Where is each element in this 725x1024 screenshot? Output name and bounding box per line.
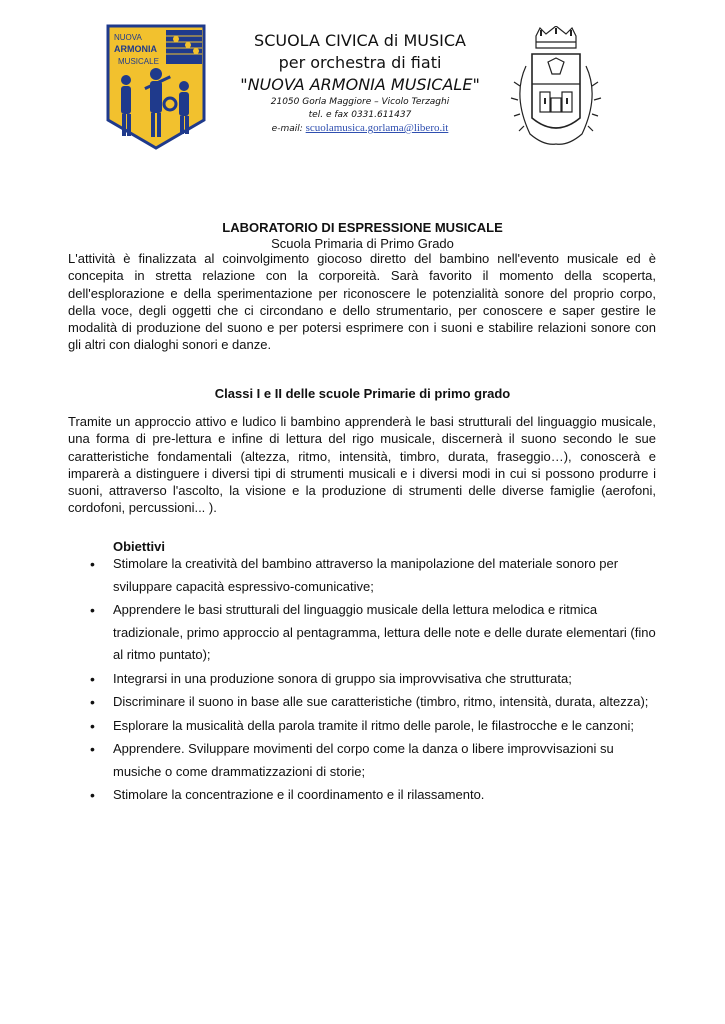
email-label: e-mail: xyxy=(271,124,303,134)
school-logo xyxy=(104,24,208,150)
letterhead xyxy=(205,30,515,136)
school-motto: "NUOVA ARMONIA MUSICALE" xyxy=(240,75,480,94)
main-heading: LABORATORIO DI ESPRESSIONE MUSICALE xyxy=(222,220,503,235)
list-item: • Apprendere le basi strutturali del linguaggio musicale della lettura melodica e ritmica tradizionale, primo approccio al pentagramma, lettura delle note e delle durate elementari (fino al ritmo puntato); xyxy=(90,599,660,667)
list-item: • Stimolare la concentrazione e il coordinamento e il rilassamento. xyxy=(90,784,660,807)
list-item: • Discriminare il suono in base alle sue caratteristiche (timbro, ritmo, intensità, durata, altezza); xyxy=(90,691,660,714)
objectives-list xyxy=(90,553,660,808)
list-item: • Stimolare la creatività del bambino attraverso la manipolazione del materiale sonoro per sviluppare capacità espressivo-comunicative; xyxy=(90,553,660,598)
document-title xyxy=(80,220,645,251)
sub-heading: Scuola Primaria di Primo Grado xyxy=(271,236,454,251)
objectives-heading: Obiettivi xyxy=(113,539,166,554)
school-subtitle: per orchestra di fiati xyxy=(278,53,442,72)
intro-paragraph: L'attività è finalizzata al coinvolgimento giocoso diretto del bambino nell'evento musicale ed è concepita in stretta relazione con la corporeità. Sarà favorito il momento della scoperta, dell'esplorazione e della sperimentazione per riconoscere le potenzialità sonore del proprio corpo, della voce, degli oggetti che ci circondano e dello strumentario, per conoscere e saper gestire le modalità di produzione del suono e per potersi esprimere con i suoni e stabilire relazioni sonore con gli altri con dialoghi sonori e danze. xyxy=(68,251,656,353)
svg-text:ARMONIA: ARMONIA xyxy=(114,44,157,54)
school-name: SCUOLA CIVICA di MUSICA xyxy=(254,31,466,50)
address: 21050 Gorla Maggiore – Vicolo Terzaghi xyxy=(270,97,450,107)
municipal-crest xyxy=(510,26,602,154)
email-line xyxy=(205,122,515,136)
list-item: • Integrarsi in una produzione sonora di gruppo sia improvvisativa che strutturata; xyxy=(90,668,660,691)
classes-paragraph: Tramite un approccio attivo e ludico li bambino apprenderà le basi strutturali del linguaggio musicale, una forma di pre-lettura e infine di lettura del rigo musicale, discernerà il suono secondo le sue caratteristiche fondamentali (altezza, ritmo, intensità, timbro, durata, fraseggio…), conoscerà e imparerà a distinguere i diversi tipi di strumenti musicali e i diversi modi in cui si possono produrre i suoni, attraverso l'ascolto, la visione e la produzione di strumenti delle diverse famiglie (aerofoni, cordofoni, percussioni... ). xyxy=(68,414,656,516)
list-item: • Apprendere. Sviluppare movimenti del corpo come la danza o libere improvvisazioni su musiche o come drammatizzazioni di storie; xyxy=(90,738,660,783)
svg-text:NUOVA: NUOVA xyxy=(114,33,142,42)
list-item: • Esplorare la musicalità della parola tramite il ritmo delle parole, le filastrocche e le canzoni; xyxy=(90,715,660,738)
classes-heading: Classi I e II delle scuole Primarie di primo grado xyxy=(214,386,511,401)
phone: tel. e fax 0331.611437 xyxy=(308,110,412,120)
svg-text:MUSICALE: MUSICALE xyxy=(118,57,159,66)
email-link[interactable]: scuolamusica.gorlama@libero.it xyxy=(305,122,449,134)
